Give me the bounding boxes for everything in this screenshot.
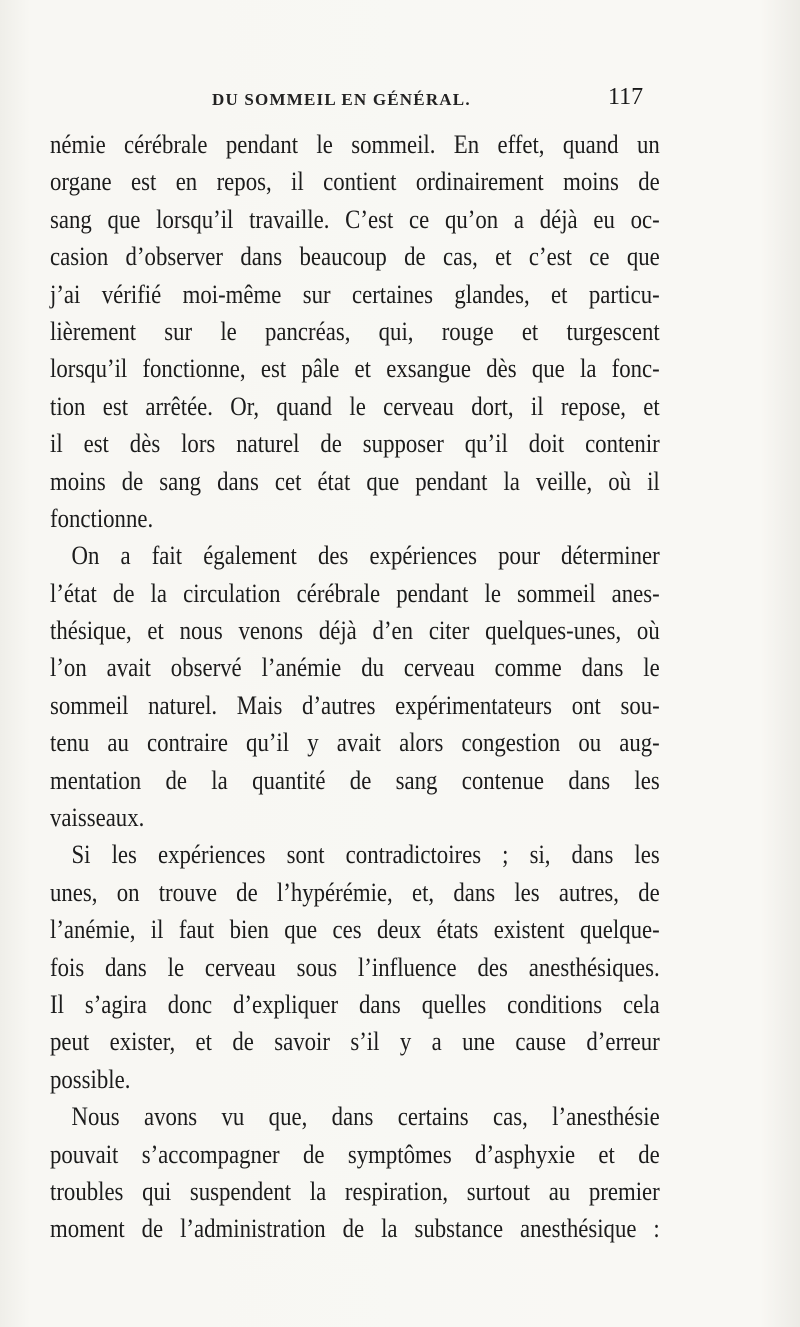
text-line: fois dans le cerveau sous l’influence des anesthésiques. <box>50 951 660 982</box>
text-line: tenu au contraire qu’il y avait alors congestion ou aug- <box>50 727 660 758</box>
text-line: casion d’observer dans beaucoup de cas, et c’est ce que <box>50 241 660 272</box>
text-line: Nous avons vu que, dans certains cas, l’anesthésie <box>71 1101 660 1132</box>
text-line: j’ai vérifié moi-même sur certaines glandes, et particu- <box>50 278 660 309</box>
body-text <box>50 126 660 1248</box>
text-line: sang que lorsqu’il travaille. C’est ce qu’on a déjà eu oc- <box>50 203 660 234</box>
text-line: pouvait s’accompagner de symptômes d’asphyxie et de <box>50 1138 660 1169</box>
text-line: Si les expériences sont contradictoires ; si, dans les <box>71 839 660 870</box>
text-line: moins de sang dans cet état que pendant la veille, où il <box>50 465 660 496</box>
text-line: sommeil naturel. Mais d’autres expérimentateurs ont sou- <box>50 689 660 720</box>
text-line: peut exister, et de savoir s’il y a une cause d’erreur <box>50 1026 660 1057</box>
text-line: thésique, et nous venons déjà d’en citer quelques-unes, où <box>50 615 660 646</box>
text-line: lorsqu’il fonctionne, est pâle et exsangue dès que la fonc- <box>50 353 660 384</box>
text-line: tion est arrêtée. Or, quand le cerveau dort, il repose, et <box>50 390 660 421</box>
text-line: vaisseaux. <box>50 802 145 833</box>
text-line: On a fait également des expériences pour déterminer <box>71 540 660 571</box>
page-header <box>0 86 800 116</box>
text-line: némie cérébrale pendant le sommeil. En effet, quand un <box>50 129 660 159</box>
text-line: il est dès lors naturel de supposer qu’il doit contenir <box>50 428 660 459</box>
text-line: troubles qui suspendent la respiration, surtout au premier <box>50 1175 660 1206</box>
text-line: Il s’agira donc d’expliquer dans quelles conditions cela <box>50 988 660 1019</box>
text-line: fonctionne. <box>50 502 154 533</box>
text-line: l’état de la circulation cérébrale pendant le sommeil anes- <box>50 577 660 608</box>
text-line: organe est en repos, il contient ordinairement moins de <box>50 166 660 197</box>
text-line: unes, on trouve de l’hypérémie, et, dans les autres, de <box>50 876 660 907</box>
page-number: 117 <box>608 84 644 110</box>
text-line: moment de l’administration de la substance anesthésique : <box>50 1213 660 1244</box>
text-line: possible. <box>50 1063 131 1094</box>
text-line: lièrement sur le pancréas, qui, rouge et turgescent <box>50 315 660 346</box>
text-line: mentation de la quantité de sang contenue dans les <box>50 764 660 795</box>
text-line: l’anémie, il faut bien que ces deux états existent quelque- <box>50 914 660 945</box>
running-title: DU SOMMEIL EN GÉNÉRAL. <box>212 90 471 109</box>
text-line: l’on avait observé l’anémie du cerveau comme dans le <box>50 652 660 683</box>
